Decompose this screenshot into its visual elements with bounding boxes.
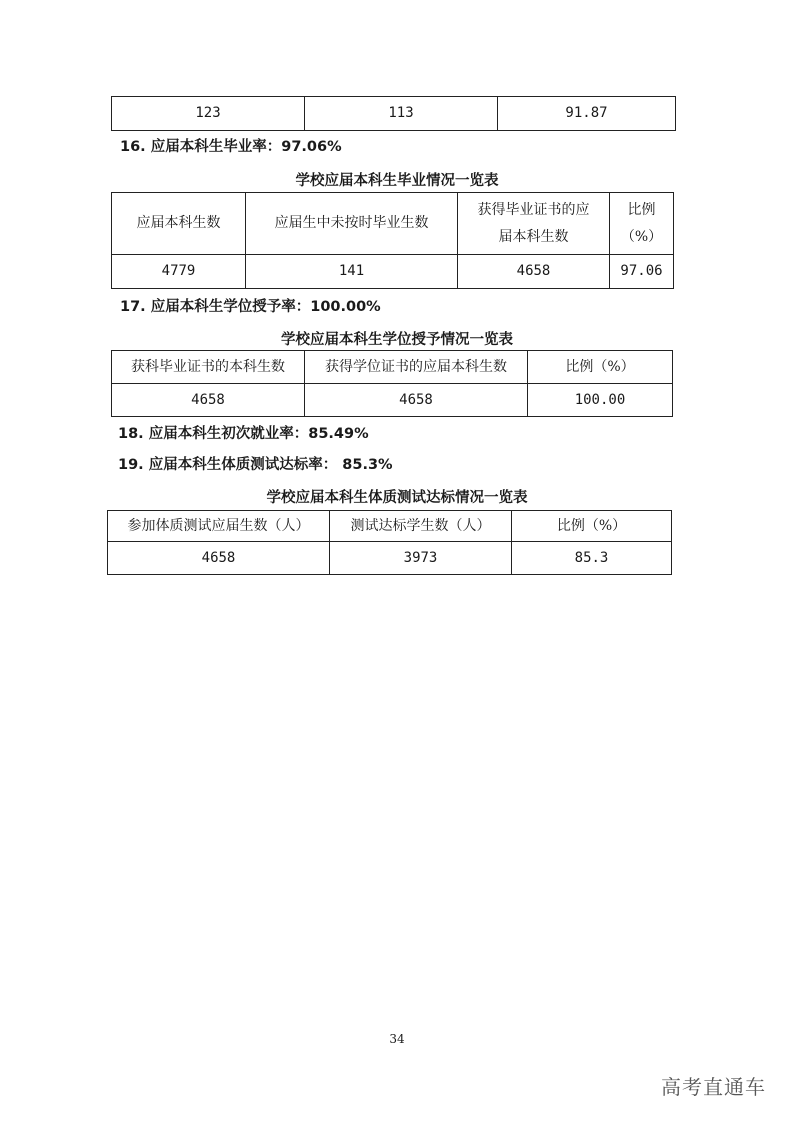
table-cell: 4658 — [112, 384, 305, 417]
section-18-heading: 18. 应届本科生初次就业率：85.49% — [118, 426, 369, 442]
table-header-row — [112, 193, 674, 255]
table-top-continuation — [111, 96, 676, 131]
column-header: 测试达标学生数（人） — [330, 511, 512, 542]
section-17-heading: 17. 应届本科生学位授予率：100.00% — [120, 299, 381, 315]
column-header: 应届生中未按时毕业生数 — [246, 193, 458, 255]
column-header: 获得学位证书的应届本科生数 — [305, 351, 528, 384]
column-header-line: 获得毕业证书的应 — [477, 201, 590, 218]
column-header — [458, 193, 610, 255]
table-row — [112, 97, 676, 131]
graduation-table-caption: 学校应届本科生毕业情况一览表 — [295, 173, 499, 189]
table-cell: 97.06 — [610, 255, 674, 289]
fitness-table — [107, 510, 672, 575]
table-header-row — [108, 511, 672, 542]
column-header-line: （%） — [620, 228, 663, 245]
table-row — [112, 384, 673, 417]
table-cell: 4658 — [458, 255, 610, 289]
page-number: 34 — [389, 1032, 405, 1046]
column-header-line: 届本科生数 — [498, 228, 569, 245]
table-cell: 141 — [246, 255, 458, 289]
fitness-table-caption: 学校应届本科生体质测试达标情况一览表 — [266, 490, 528, 506]
table-cell: 3973 — [330, 542, 512, 575]
table-cell: 4779 — [112, 255, 246, 289]
table-row — [108, 542, 672, 575]
column-header: 应届本科生数 — [112, 193, 246, 255]
table-cell: 91.87 — [498, 97, 676, 131]
watermark-text: 高考直通车 — [661, 1075, 766, 1099]
table-cell: 123 — [112, 97, 305, 131]
table-cell: 4658 — [305, 384, 528, 417]
graduation-table — [111, 192, 674, 289]
degree-table-caption: 学校应届本科生学位授予情况一览表 — [281, 332, 513, 348]
table-header-row — [112, 351, 673, 384]
table-cell: 100.00 — [528, 384, 673, 417]
table-cell: 85.3 — [512, 542, 672, 575]
section-16-heading: 16. 应届本科生毕业率：97.06% — [120, 139, 342, 155]
column-header: 参加体质测试应届生数（人） — [108, 511, 330, 542]
degree-table — [111, 350, 673, 417]
table-cell: 113 — [305, 97, 498, 131]
column-header-line: 比例 — [627, 201, 656, 218]
column-header: 比例（%） — [512, 511, 672, 542]
table-row — [112, 255, 674, 289]
column-header: 获科毕业证书的本科生数 — [112, 351, 305, 384]
column-header: 比例（%） — [528, 351, 673, 384]
table-cell: 4658 — [108, 542, 330, 575]
column-header — [610, 193, 674, 255]
section-19-heading: 19. 应届本科生体质测试达标率： 85.3% — [118, 457, 393, 473]
